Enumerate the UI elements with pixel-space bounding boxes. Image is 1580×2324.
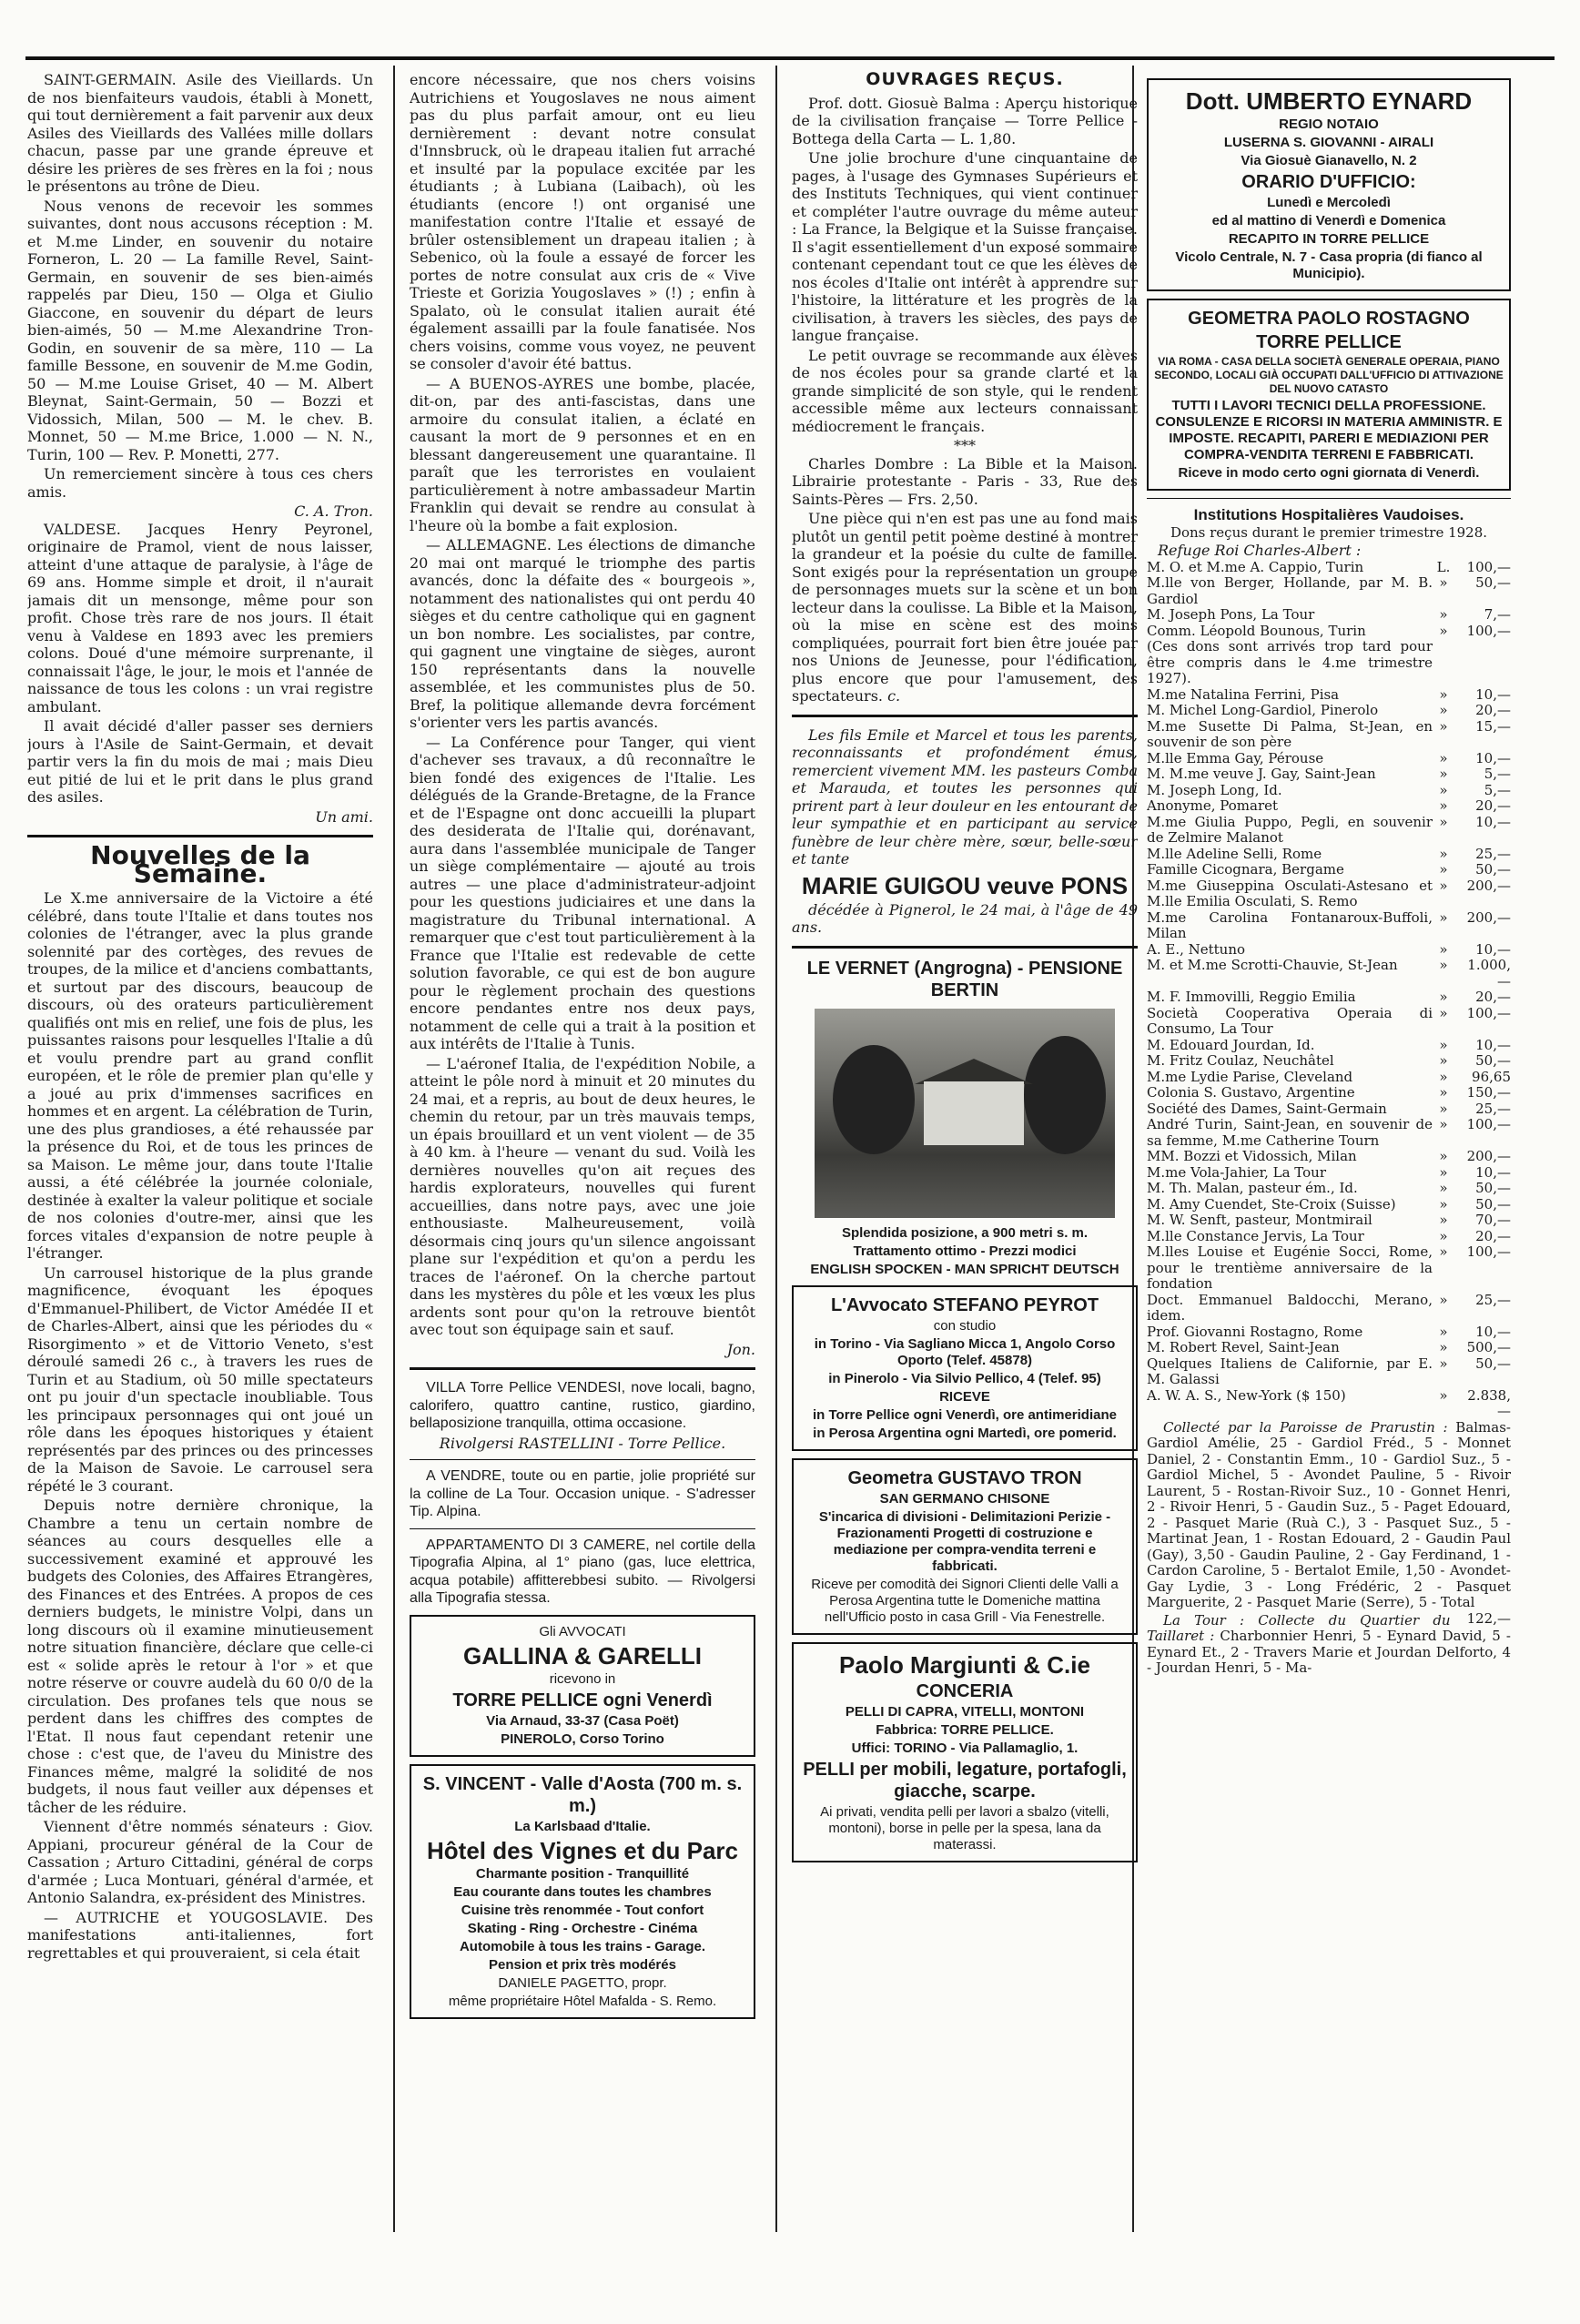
donor-name: Colonia S. Gustavo, Argentine [1147, 1084, 1355, 1101]
currency-mark: » [1439, 1180, 1448, 1196]
donation-amount: 50,— [1475, 1052, 1511, 1069]
donation-row [1147, 989, 1511, 1006]
donation-row [1147, 1340, 1511, 1356]
ad-gallina-garelli [410, 1615, 755, 1757]
currency-mark: » [1439, 1004, 1448, 1021]
donation-amount: 5,— [1484, 766, 1511, 782]
ad-heading: L'Avvocato STEFANO PEYROT [830, 1294, 1099, 1315]
donation-row [1147, 1213, 1511, 1229]
ad-line: RECAPITO IN TORRE PELLICE [1228, 231, 1430, 247]
donor-name: M.me Lydie Parise, Cleveland [1147, 1068, 1353, 1085]
donation-amount: 20,— [1475, 989, 1511, 1005]
donation-amount: 100,— [1466, 558, 1511, 575]
donor-name: Prof. Giovanni Rostagno, Rome [1147, 1323, 1363, 1340]
ad-line: Trattamento ottimo - Prezzi modici [853, 1243, 1077, 1259]
ad-line: Automobile à tous les trains - Garage. [459, 1938, 706, 1954]
ad-line: Fabbrica: TORRE PELLICE. [876, 1721, 1054, 1738]
column-4 [1147, 71, 1511, 1679]
donation-row [1147, 607, 1511, 624]
donation-row [1147, 1117, 1511, 1149]
currency-mark: » [1439, 1227, 1448, 1244]
donor-name: M. O. et M.me A. Cappio, Turin [1147, 558, 1364, 575]
donation-row [1147, 1293, 1511, 1324]
ad-heading: Hôtel des Vignes et du Parc [427, 1836, 738, 1864]
ad-geom-rostagno [1147, 299, 1511, 491]
donor-name: M. Edouard Jourdan, Id. [1147, 1036, 1315, 1053]
ad-line: Via Arnaud, 33-37 (Casa Poët) [486, 1712, 679, 1729]
ad-line: Ai privati, vendita pelli per lavori a sbalzo (vitelli, montoni), borse in pelle per la spesa, lana da materassi. [820, 1803, 1109, 1852]
article-paragraph: Le petit ouvrage se recommande aux élèves de nos écoles pour sa grande clarté et la grande simplicité de son style, qui le rendent accessible même aux lecteurs connaissant médiocrement le français. [792, 346, 1138, 435]
ad-line: PELLI DI CAPRA, VITELLI, MONTONI [845, 1703, 1085, 1720]
currency-mark: » [1439, 717, 1448, 735]
currency-mark: » [1439, 1068, 1448, 1085]
donation-amount: 150,— [1466, 1084, 1511, 1101]
article-paragraph: Le X.me anniversaire de la Victoire a été célébré, dans toute l'Italie et dans toutes nos colonies de l'étranger, avec la plus grande solennité par des cortèges, des revues de troupes, de la milice et d'anciens combattants, et surtout par des discours, beaucoup de discours, où des orateurs particulièrement qualifiés ont mis en relief, une fois de plus, les puissantes raisons pour lesquelles l'Italie a dû et voulu prendre part au grand conflit européen, et le rôle de premier plan qu'elle y a joué au prix d'immenses sacrifices en hommes et en argent. La célébration de Turin, une des plus grandioses, a été rehaussée par la présence du Roi, et de tous les princes de sa Maison. Le même jour, dans toute l'Italie aussi, a été célébrée la journée coloniale, destinée à exalter la valeur politique et sociale de nos colonies d'outre-mer, ainsi que les forces vitales d'expansion de notre peuple à l'étranger. [27, 889, 373, 1262]
donation-row [1147, 847, 1511, 863]
currency-mark: » [1439, 1036, 1448, 1053]
currency-mark: » [1439, 1339, 1448, 1355]
ad-line: S'incarica di divisioni - Delimitazioni Perizie - Frazionamenti Progetti di costruzione e mediazione per compra-vendita terreni e fabbricati. [818, 1508, 1111, 1574]
currency-mark: » [1439, 1323, 1448, 1340]
donor-name: M. et M.me Scrotti-Chauvie, St-Jean [1147, 957, 1398, 973]
currency-mark: » [1439, 797, 1448, 814]
donation-amount: 10,— [1475, 1323, 1511, 1340]
donation-row [1147, 1229, 1511, 1245]
ad-line: VIA ROMA - CASA DELLA SOCIETÀ GENERALE OPERAIA, PIANO SECONDO, LOCALI GIÀ OCCUPATI DALL'UFFICIO DI ATTIVAZIONE DEL NUOVO CATASTO [1154, 355, 1504, 395]
signature: C. A. Tron. [294, 502, 373, 520]
ad-line: DANIELE PAGETTO, propr. [498, 1974, 667, 1991]
currency-mark [1433, 639, 1454, 687]
currency-mark: » [1439, 1195, 1448, 1213]
classified-ad: A VENDRE, toute ou en partie, jolie propriété sur la colline de La Tour. Occasion unique. - S'adresser Tip. Alpina. [410, 1468, 755, 1519]
article-paragraph: Un carrousel historique de la plus grande magnificence, évoquant les époques d'Emmanuel-Philibert, de Victor Amédée II et de Charles-Albert, ainsi que les périodes du « Risorgimento » et de Vittorio Veneto, s'est déroulé samedi 26 c., à travers les rues de Turin et au Stadium, où 50 mille spectateurs ont pu jouir d'un spectacle inoubliable. Tous les principaux personnages qui ont joué un rôle dans les époques historiques y étaient représentés par des princes ou des princesses de la Maison de Savoie. Le carrousel sera répété le 3 courant. [27, 1263, 373, 1495]
classified-ad: VILLA Torre Pellice VENDESI, nove locali, bagno, calorifero, quattro cantine, rustico, giardino, bellaposizione tranquilla, ottima occasione. [410, 1380, 755, 1431]
ad-line: Gli AVVOCATI [539, 1623, 626, 1639]
donation-amount: 10,— [1475, 1163, 1511, 1181]
currency-mark: » [1439, 1355, 1448, 1372]
donation-row [1147, 624, 1511, 640]
donation-row [1147, 575, 1511, 607]
currency-mark: » [1439, 574, 1448, 591]
donor-name: MM. Bozzi et Vidossich, Milan [1147, 1148, 1357, 1164]
ad-heading: S. VINCENT - Valle d'Aosta (700 m. s. m.) [422, 1773, 743, 1816]
donor-name: M.me Susette Di Palma, St-Jean, en souvenir de son père [1147, 717, 1433, 750]
ad-line: La Karlsbaad d'Italie. [514, 1818, 651, 1834]
ad-line: Lunedì e Mercoledì [1267, 195, 1391, 210]
donation-row [1147, 1356, 1511, 1388]
donor-name: M.me Carolina Fontanaroux-Buffoli, Milan [1147, 908, 1433, 941]
donation-amount: 70,— [1475, 1212, 1511, 1228]
donation-row [1147, 1085, 1511, 1101]
donation-amount: 100,— [1466, 1116, 1511, 1132]
donation-row [1147, 910, 1511, 942]
donor-name: M.me Giuseppina Osculati-Astesano et M.lle Emilia Osculati, S. Remo [1147, 877, 1433, 909]
article-paragraph: Depuis notre dernière chronique, la Chambre a tenu un certain nombre de séances au cours desquelles elle a successivement examiné et approuvé les budgets des Colonies, des Affaires Etrangères, des Finances et des Entrées. A propos de ces derniers budgets, le ministre Volpi, dans un long discours où il examine minutieusement notre situation financière, déclare que celle-ci est « solide après le retour à l'or » et que notre réserve or couvre audelà du 60 0/0 de la circulation. Des profanes tels que nous se perdent dans les chiffres des comptes de l'Etat. Il nous faut cependant retenir une chose : c'est que, de l'aveu du Ministre des Finances même, malgré la solidité de nos budgets, il nous faut veiller aux dépenses et tâcher de les réduire. [27, 1497, 373, 1816]
signature: Un ami. [315, 807, 373, 826]
donor-name: (Ces dons sont arrivés trop tard pour être compris dans le 4.me trimestre 1927). [1147, 638, 1433, 686]
donor-name: A. E., Nettuno [1147, 940, 1246, 958]
ad-line: in Torino - Via Sagliano Micca 1, Angolo Corso Oporto (Telef. 45878) [814, 1335, 1116, 1368]
currency-mark: » [1439, 702, 1448, 718]
donor-name: Société des Dames, Saint-Germain [1147, 1100, 1387, 1117]
ad-line: Riceve per comodità dei Signori Clienti delle Valli a Perosa Argentina tutte le Domeniche mattina nell'Ufficio posto in casa Grill - Via Fenestrelle. [811, 1576, 1119, 1625]
ad-heading: GALLINA & GARELLI [463, 1641, 702, 1669]
donor-name: Quelques Italiens de Californie, par E. M. Galassi [1147, 1355, 1433, 1387]
ad-line: Splendida posizione, a 900 metri s. m. [841, 1224, 1089, 1241]
article-paragraph: Il avait décidé d'aller passer ses derniers jours à l'Asile de Saint-Germain, et devait partir vers la fin du mois de mai ; mais Dieu eut pitié de lui et le prit dans le plus grand des asiles. [27, 717, 373, 806]
donation-amount: 500,— [1466, 1339, 1511, 1355]
currency-mark: » [1439, 766, 1448, 782]
donation-amount: 200,— [1466, 1148, 1511, 1164]
donation-amount: 96,65 [1472, 1068, 1511, 1085]
currency-mark: » [1439, 813, 1448, 830]
ad-line: ricevono in [549, 1670, 616, 1687]
donation-row [1147, 703, 1511, 719]
donor-name: M. Joseph Pons, La Tour [1147, 606, 1315, 623]
donation-amount: 100,— [1466, 1004, 1511, 1021]
ad-heading: Geometra GUSTAVO TRON [847, 1467, 1082, 1488]
currency-mark: » [1439, 1116, 1448, 1132]
section-title: Nouvelles de la Semaine. [90, 840, 310, 888]
section-rule [792, 715, 1138, 717]
ad-line: in Perosa Argentina ogni Martedì, ore pomerid. [813, 1425, 1117, 1441]
donation-row [1147, 958, 1511, 989]
donation-row [1147, 783, 1511, 799]
donor-name: Anonyme, Pomaret [1147, 797, 1279, 814]
donation-amount: 200,— [1466, 908, 1511, 926]
currency-mark: » [1439, 989, 1448, 1005]
column-divider [775, 66, 777, 2232]
currency-mark: » [1439, 1084, 1448, 1101]
collection-paroisse: Collecté par la Paroisse de Prarustin : Balmas-Gardiol Amélie, 25 - Gardiol Fréd., 5 - Monnet Daniel, 2 - Constantin Emm., 10 - Gardiol Suz., 5 - Gardiol Michel, 5 - Avondet Pauline, 5 - Rivoir Laurent, 5 - Rostan-Rivoir Suz., 10 - Gonnet Henri, 2 - Rivoir Henri, 5 - Gaudin Suz., 5 - Paget Edouard, 2 - Pasquet Marie (Ruà C.), 3 - Pasquet Suz., 5 - Martinat Jean, 1 - Rostan Edouard, 2 - Gaudin Paul (Gay), 3,50 - Gaudin Pauline, 2 - Gay Ferdinand, 1 - Cardon Caroline, 5 - Bertalot Emile, 1,50 - Avondet-Gay Lydie, 3 - Long Frédéric, 2 - Pasquet Marguerite, 2 - Pasquet Marie (Serre), 5 - Total 122,— [1147, 1418, 1511, 1627]
ad-line: PELLI per mobili, legature, portafogli, giacche, scarpe. [803, 1759, 1127, 1801]
article-lead: VALDESE. Jacques Henry Peyronel, originaire de Pramol, vient de nous laisser, atteint d'une attaque de paralysie, à l'âge de 69 ans. Homme simple et droit, il n'aurait jamais dit un mensonge, même pour son profit. Chose très rare de nos jours. Il était venu à Valdese en 1893 avec les premiers colons. Doué d'une mémoire surprenante, il connaissait l'âge, le jour, le mois et l'année de naissance de tous les colons : un vrai registre ambulant. [27, 520, 373, 715]
donor-name: M. F. Immovilli, Reggio Emilia [1147, 989, 1356, 1005]
ad-line: ORARIO D'UFFICIO: [1241, 172, 1416, 192]
donation-amount: 25,— [1475, 845, 1511, 862]
section-rule [410, 1367, 755, 1370]
article-paragraph: Viennent d'être nommés sénateurs : Giov. Appiani, procureur général de la Cour de Cassation ; Arturo Cittadini, général de corps d'armée ; Luca Montuari, général d'armée, et Antonio Salandra, ex-président des Ministres. [27, 1818, 373, 1906]
currency-mark: » [1439, 1212, 1448, 1228]
section-subtitle: Dons reçus durant le premier trimestre 1928. [1170, 523, 1488, 541]
donation-amount: 7,— [1484, 606, 1511, 623]
currency-mark: » [1439, 1163, 1448, 1181]
donor-name: M.me Giulia Puppo, Pegli, en souvenir de Zelmire Malanot [1147, 813, 1433, 846]
article-lead: SAINT-GERMAIN. Asile des Vieillards. Un de nos bienfaiteurs vaudois, établi à Monett, qui tout dernièrement a fait parvenir aux deux Asiles des Vieillards des Vallées mille dollars chacun, passe par une grande épreuve et désire les prières de ses frères en la foi ; nous le présentons au trône de Dieu. [27, 71, 373, 195]
currency-mark: » [1439, 606, 1448, 623]
currency-mark: » [1439, 877, 1448, 894]
donation-amount: 10,— [1475, 940, 1511, 958]
obituary-date: décédée à Pignerol, le 24 mai, à l'âge de 49 ans. [792, 900, 1138, 936]
donation-row [1147, 1053, 1511, 1070]
currency-mark: » [1439, 749, 1448, 766]
signature: Jon. [726, 1340, 755, 1358]
donation-row [1147, 687, 1511, 704]
donation-row [1147, 1038, 1511, 1054]
article-paragraph: Un remerciement sincère à tous ces chers amis. [27, 465, 373, 501]
ad-line: REGIO NOTAIO [1279, 117, 1379, 132]
ad-line: RICEVE [939, 1388, 990, 1405]
ad-line: TUTTI I LAVORI TECNICI DELLA PROFESSIONE. CONSULENZE E RICORSI IN MATERIA AMMINISTR. E IMPOSTE. RECAPITI, PARERI E MEDIAZIONI PER COMPRA-VENDITA TERRENI E FABBRICATI. [1155, 398, 1503, 462]
donation-row [1147, 719, 1511, 751]
donation-amount: 50,— [1475, 574, 1511, 591]
donation-row [1147, 1070, 1511, 1086]
divider [410, 1459, 755, 1460]
ad-hotel-vignes [410, 1764, 755, 2019]
article-paragraph: Une jolie brochure d'une cinquantaine de pages, à l'usage des Gymnases Supérieurs et des Instituts Techniques, qui vient continuer et compléter l'autre ouvrage du même auteur : La France, la Belgique et la Suisse française. Il s'agit essentiellement d'un exposé sommaire contenant cependant tout ce que les élèves de nos écoles d'Italie ont intérêt à apprendre sur l'histoire, la littérature et les progrès de la civilisation, à travers les siècles, des pays de langue française. [792, 149, 1138, 344]
ad-line: TORRE PELLICE [1256, 332, 1402, 352]
donation-amount: 20,— [1475, 702, 1511, 718]
ad-margiunti [792, 1642, 1138, 1862]
ad-line: CONCERIA [916, 1680, 1014, 1701]
ad-line: in Torre Pellice ogni Venerdì, ore antimeridiane [813, 1406, 1117, 1423]
currency-mark: » [1439, 908, 1448, 926]
donation-row [1147, 1244, 1511, 1293]
donation-amount: 100,— [1466, 622, 1511, 639]
donor-name: A. W. A. S., New-York ($ 150) [1147, 1386, 1346, 1404]
donation-row [1147, 1101, 1511, 1118]
donation-row [1147, 878, 1511, 910]
separator-stars: *** [954, 437, 976, 454]
article-paragraph: Nous venons de recevoir les sommes suivantes, dont nous accusons réception : M. et M.me Linder, en souvenir du notaire Forneron, L. 20 — La famille Revel, Saint-Germain, en souvenir de ses bien-aimés rappelés par Dieu, 150 — Olga et Giulio Giaccone, en souvenir du départ de leurs bien-aimés, 50 — M.me Alexandrine Tron-Godin, en souvenir de sa mère, 110 — La famille Bessone, en souvenir de M.me Godin, 50 — M.me Louise Griset, 40 — M. Albert Bleynat, Saint-Germain, 50 — Bozzi et Vidossich, Milan, 500 — M. le chev. B. Monnet, 50 — M.me Brice, 1.000 — N. N., Turin, 100 — Rev. P. Monetti, 277. [27, 197, 373, 463]
currency-mark: » [1439, 1100, 1448, 1117]
collection-la-tour: La Tour : Collecte du Quartier du Taillaret : Charbonnier Henri, 5 - Eynard David, 5 - Eynard Et., 2 - Travers Marie et Jourdan Delforto, 4 - Jourdan Henri, 5 - Ma- [1147, 1611, 1511, 1676]
currency-mark: » [1439, 1291, 1448, 1308]
donor-name: M.lle Adeline Selli, Rome [1147, 845, 1322, 862]
ad-line: TORRE PELLICE ogni Venerdì [452, 1690, 713, 1710]
ad-line: Via Giosuè Gianavello, N. 2 [1241, 153, 1417, 168]
donation-amount: 15,— [1475, 717, 1511, 735]
ad-line: SAN GERMANO CHISONE [879, 1490, 1050, 1507]
ad-line: Vicolo Centrale, N. 7 - Casa propria (di fianco al Municipio). [1175, 249, 1483, 281]
classified-contact: Rivolgersi RASTELLINI - Torre Pellice. [439, 1434, 726, 1452]
donor-name: M. Joseph Long, Id. [1147, 781, 1282, 798]
article-paragraph: — AUTRICHE et YOUGOSLAVIE. Des manifestations anti-italiennes, fort regrettables et qui prouveraient, si cela était [27, 1908, 373, 1962]
currency-mark: » [1439, 940, 1448, 958]
donation-row [1147, 1149, 1511, 1165]
donor-name: M.lle Constance Jervis, La Tour [1147, 1227, 1364, 1244]
donation-amount: 1.000,— [1467, 957, 1511, 989]
donation-row [1147, 1324, 1511, 1341]
ad-line: in Pinerolo - Via Silvio Pellico, 4 (Telef. 95) [828, 1370, 1101, 1386]
donation-amount: 10,— [1475, 749, 1511, 766]
donation-amount: 100,— [1466, 1243, 1511, 1260]
book-entry: Charles Dombre : La Bible et la Maison. Librairie protestante - Paris - 33, Rue des Saints-Pères — Frs. 2,50. [792, 454, 1138, 508]
donor-name: M. Michel Long-Gardiol, Pinerolo [1147, 702, 1379, 718]
pension-photo [815, 1009, 1115, 1218]
donor-name: M.lle Emma Gay, Pérouse [1147, 749, 1324, 766]
donor-name: M. M.me veuve J. Gay, Saint-Jean [1147, 766, 1376, 782]
donation-row [1147, 766, 1511, 783]
ad-line: Uffici: TORINO - Via Pallamaglio, 1. [851, 1740, 1079, 1756]
ad-line: Pension et prix très modérés [489, 1956, 676, 1973]
ad-line: Cuisine très renommée - Tout confort [461, 1902, 704, 1918]
ad-line: PINEROLO, Corso Torino [501, 1730, 664, 1747]
donor-name: M. Robert Revel, Saint-Jean [1147, 1339, 1340, 1355]
donor-name: M. W. Senft, pasteur, Montmirail [1147, 1212, 1372, 1228]
article-paragraph: — A BUENOS-AYRES une bombe, placée, dit-on, par des anti-fascistas, dans une armoire du consulat italien, a éclaté en causant la mort de 9 personnes et en en blessant dangereusement une quarantaine. Il paraît que les terroristes en voulaient particulièrement à notre ambassadeur Martin Franklin qui devait se rendre au consulat à l'heure où la bombe a fait explosion. [410, 374, 755, 534]
donation-amount: 200,— [1466, 877, 1511, 894]
section-rule [792, 946, 1138, 949]
divider [1147, 498, 1511, 499]
donation-row [1147, 862, 1511, 878]
donor-name: M. Amy Cuendet, Ste-Croix (Suisse) [1147, 1195, 1396, 1213]
ad-geom-tron [792, 1458, 1138, 1635]
divider [410, 1528, 755, 1529]
donation-row [1147, 560, 1511, 576]
donation-amount: 50,— [1475, 1180, 1511, 1196]
article-paragraph: Une pièce qui n'en est pas une au fond mais plutôt un gentil petit poème destiné à montrer la grandeur et la poésie du culte de famille. Sont exigés pour la représentation un groupe de personnages muets sur la scène et un bon lecteur dans la coulisse. La Bible et la Maison, où la mise en scène est des moins compliquées, pourrait fort bien être jouée par nos Unions de Jeunesse, pour l'édification, plus encore que pour l'amusement, des spectateurs. c. [792, 510, 1138, 705]
donation-amount: 10,— [1475, 1036, 1511, 1053]
donor-name: Comm. Léopold Bounous, Turin [1147, 622, 1366, 639]
ad-heading: Paolo Margiunti & C.ie [839, 1650, 1090, 1679]
donation-amount: 20,— [1475, 797, 1511, 814]
refuge-heading: Refuge Roi Charles-Albert : [1158, 542, 1362, 559]
currency-mark: » [1439, 861, 1448, 878]
ad-heading: LE VERNET (Angrogna) - PENSIONE BERTIN [806, 958, 1123, 1000]
obituary-name: MARIE GUIGOU veuve PONS [801, 871, 1129, 899]
donation-row [1147, 751, 1511, 767]
currency-mark: » [1439, 1052, 1448, 1069]
ad-line: LUSERNA S. GIOVANNI - AIRALI [1223, 135, 1434, 150]
donation-row [1147, 1165, 1511, 1182]
section-title: Institutions Hospitalières Vaudoises. [1193, 506, 1464, 523]
donation-row [1147, 1197, 1511, 1213]
section-title: OUVRAGES REÇUS. [866, 71, 1064, 89]
ad-line: Eau courante dans toutes les chambres [453, 1883, 712, 1900]
donor-name: M. Th. Malan, pasteur ém., Id. [1147, 1180, 1358, 1196]
currency-mark: » [1439, 1243, 1448, 1260]
donor-name: Doct. Emmanuel Baldocchi, Merano, idem. [1147, 1291, 1433, 1324]
ad-avv-peyrot [792, 1285, 1138, 1451]
donation-amount: 10,— [1475, 813, 1511, 830]
donation-amount: 5,— [1484, 781, 1511, 798]
ad-line: Riceve in modo certo ogni giornata di Venerdì. [1178, 465, 1480, 481]
currency-mark: » [1439, 845, 1448, 862]
book-entry: Prof. dott. Giosuè Balma : Aperçu historique de la civilisation française — Torre Pellice - Bottega della Carta — L. 1,80. [792, 94, 1138, 147]
currency-mark: » [1439, 1386, 1448, 1404]
donor-name: M.lle von Berger, Hollande, par M. B. Gardiol [1147, 574, 1433, 607]
donation-amount [1454, 639, 1511, 687]
ad-heading: GEOMETRA PAOLO ROSTAGNO [1188, 309, 1470, 329]
column-2 [410, 71, 755, 2026]
ad-line: ed al mattino di Venerdì e Domenica [1211, 213, 1446, 228]
obituary-text: Les fils Emile et Marcel et tous les parents, reconnaissants et profondément émus, remercient vivement MM. les pasteurs Comba et Marauda, et toutes les personnes qui prirent part à leur douleur en les entourant de leur sympathie et en participant au service funèbre de leur chère mère, sœur, belle-sœur et tante [792, 726, 1138, 868]
ad-line: Skating - Ring - Orchestre - Cinéma [467, 1920, 698, 1936]
column-1 [27, 71, 373, 1964]
donation-amount: 50,— [1475, 861, 1511, 878]
donation-amount: 25,— [1475, 1291, 1511, 1308]
donation-amount: 25,— [1475, 1100, 1511, 1117]
currency-mark: » [1439, 1148, 1448, 1164]
ad-heading: Dott. UMBERTO EYNARD [1185, 87, 1473, 115]
ad-line: Charmante position - Tranquillité [475, 1865, 690, 1882]
ad-notaio-eynard [1147, 78, 1511, 291]
donation-row [1147, 1006, 1511, 1038]
currency-mark: » [1439, 685, 1448, 703]
donor-name: M.me Natalina Ferrini, Pisa [1147, 685, 1340, 703]
currency-mark: » [1439, 957, 1448, 973]
article-paragraph: — La Conférence pour Tanger, qui vient d'achever ses travaux, a dû reconnaître le bien fondé des exigences de l'Italie. Les délégués de la Grande-Bretagne, de la France et de l'Espagne ont donc accueilli la plupart des desiderata de l'Italie qui, dorénavant, aura dans l'assemblée municipale de Tanger un siège complémentaire — ajouté au trois autres — une place d'administrateur-adjoint pour les questions judiciaires et une dans la magistrature du Tribunal international. A remarquer que c'est tout particulièrement à la France que l'Italie est redevable de cette solution favorable, ce qui est de bon augure pour le règlement prochain des questions encore pendantes entre nos deux pays, notamment de celle qui a trait à la position et aux intérêts de l'Italie à Tunis. [410, 733, 755, 1052]
donation-row [1147, 639, 1511, 687]
article-paragraph: — L'aéronef Italia, de l'expédition Nobile, a atteint le pôle nord à minuit et 20 minutes du 24 mai, et a repris, au bout de deux heures, le chemin du retour, par un très mauvais temps, un épais brouillard et un vent violent — de 35 à 40 km. à l'heure — venant du sud. Voilà les dernières nouvelles qu'on ait reçues des hardis explorateurs, nouvelles qui furent accueillies, dans notre pays, avec une joie enthousiaste. Malheureusement, voilà désormais cinq jours qu'un silence angoissant plane sur l'expédition et qu'on a perdu les traces de l'aéronef. On la cherche partout dans les mystères du pôle et les vœux les plus ardents sont pour qu'on la retrouve bientôt avec tout son équipage sain et sauf. [410, 1054, 755, 1338]
currency-mark: L. [1436, 558, 1451, 575]
donation-row [1147, 1388, 1511, 1420]
donation-amount: 2.838,— [1467, 1386, 1511, 1419]
donation-row [1147, 815, 1511, 847]
donation-amount: 10,— [1475, 685, 1511, 703]
donation-row [1147, 942, 1511, 959]
currency-mark: » [1439, 781, 1448, 798]
ad-line: con studio [933, 1317, 997, 1334]
currency-mark: » [1439, 622, 1448, 639]
donor-name: M. Fritz Coulaz, Neuchâtel [1147, 1052, 1334, 1069]
donor-name: André Turin, Saint-Jean, en souvenir de sa femme, M.me Catherine Tourn [1147, 1116, 1433, 1149]
top-rule [25, 56, 1555, 60]
article-paragraph: encore nécessaire, que nos chers voisins Autrichiens et Yougoslaves ne nous aiment pas du plus parfait amour, ont eu lieu dernièrement : devant notre consulat d'Innsbruck, où le drapeau italien fut arraché et insulté par la populace excitée par les étudiants ; à Lubiana (Laibach), où les étudiants (encore !) ont organisé une manifestation contre l'Italie et essayé de brûler ostensiblement un drapeau italien ; à Sebenico, où la foule a essayé de forcer les portes de notre consulat aux cris de « Vive Trieste et Gorizia Yougoslaves » (!) ; enfin à Spalato, où le consulat italien aurait été également assailli par la foule fanatisée. Nos chers voisins, comme vous voyez, ne peuvent se consoler d'avoir été battus. [410, 71, 755, 372]
column-3 [792, 71, 1138, 1870]
ad-line: même propriétaire Hôtel Mafalda - S. Remo. [448, 1993, 717, 2009]
classified-ad: APPARTAMENTO DI 3 CAMERE, nel cortile della Tipografia Alpina, al 1° piano (gas, luce elettrica, acqua potabile) affitterebbesi subito. — Rivolgersi alla Tipografia stessa. [410, 1537, 755, 1606]
article-paragraph: — ALLEMAGNE. Les élections de dimanche 20 mai ont marqué le triomphe des partis avancés, donc la défaite des « bourgeois », notamment des nationalistes qui ont perdu 40 sièges et du centre catholique qui en gagnent un bon nombre. Les socialistes, par contre, qui gagnent une vingtaine de sièges, auront 150 représentants dans la nouvelle assemblée, et les communistes plus de 50. Bref, la politique allemande devra forcément s'orienter vers les partis avancés. [410, 536, 755, 731]
donor-name: Famille Cicognara, Bergame [1147, 861, 1344, 878]
column-divider [393, 66, 395, 2232]
donation-amount: 50,— [1475, 1355, 1511, 1372]
donation-amount: 50,— [1475, 1195, 1511, 1213]
donation-row [1147, 1181, 1511, 1197]
donation-row [1147, 798, 1511, 815]
donor-name: M.lles Louise et Eugénie Socci, Rome, pour le trentième anniversaire de la fondation [1147, 1243, 1433, 1292]
section-rule [27, 835, 373, 837]
ad-pensione-bertin [792, 958, 1138, 1278]
donations-list [1147, 560, 1511, 1420]
donation-amount: 20,— [1475, 1227, 1511, 1244]
donor-name: Società Cooperativa Operaia di Consumo, La Tour [1147, 1004, 1433, 1037]
ad-line: ENGLISH SPOCKEN - MAN SPRICHT DEUTSCH [810, 1261, 1119, 1277]
donor-name: M.me Vola-Jahier, La Tour [1147, 1163, 1327, 1181]
